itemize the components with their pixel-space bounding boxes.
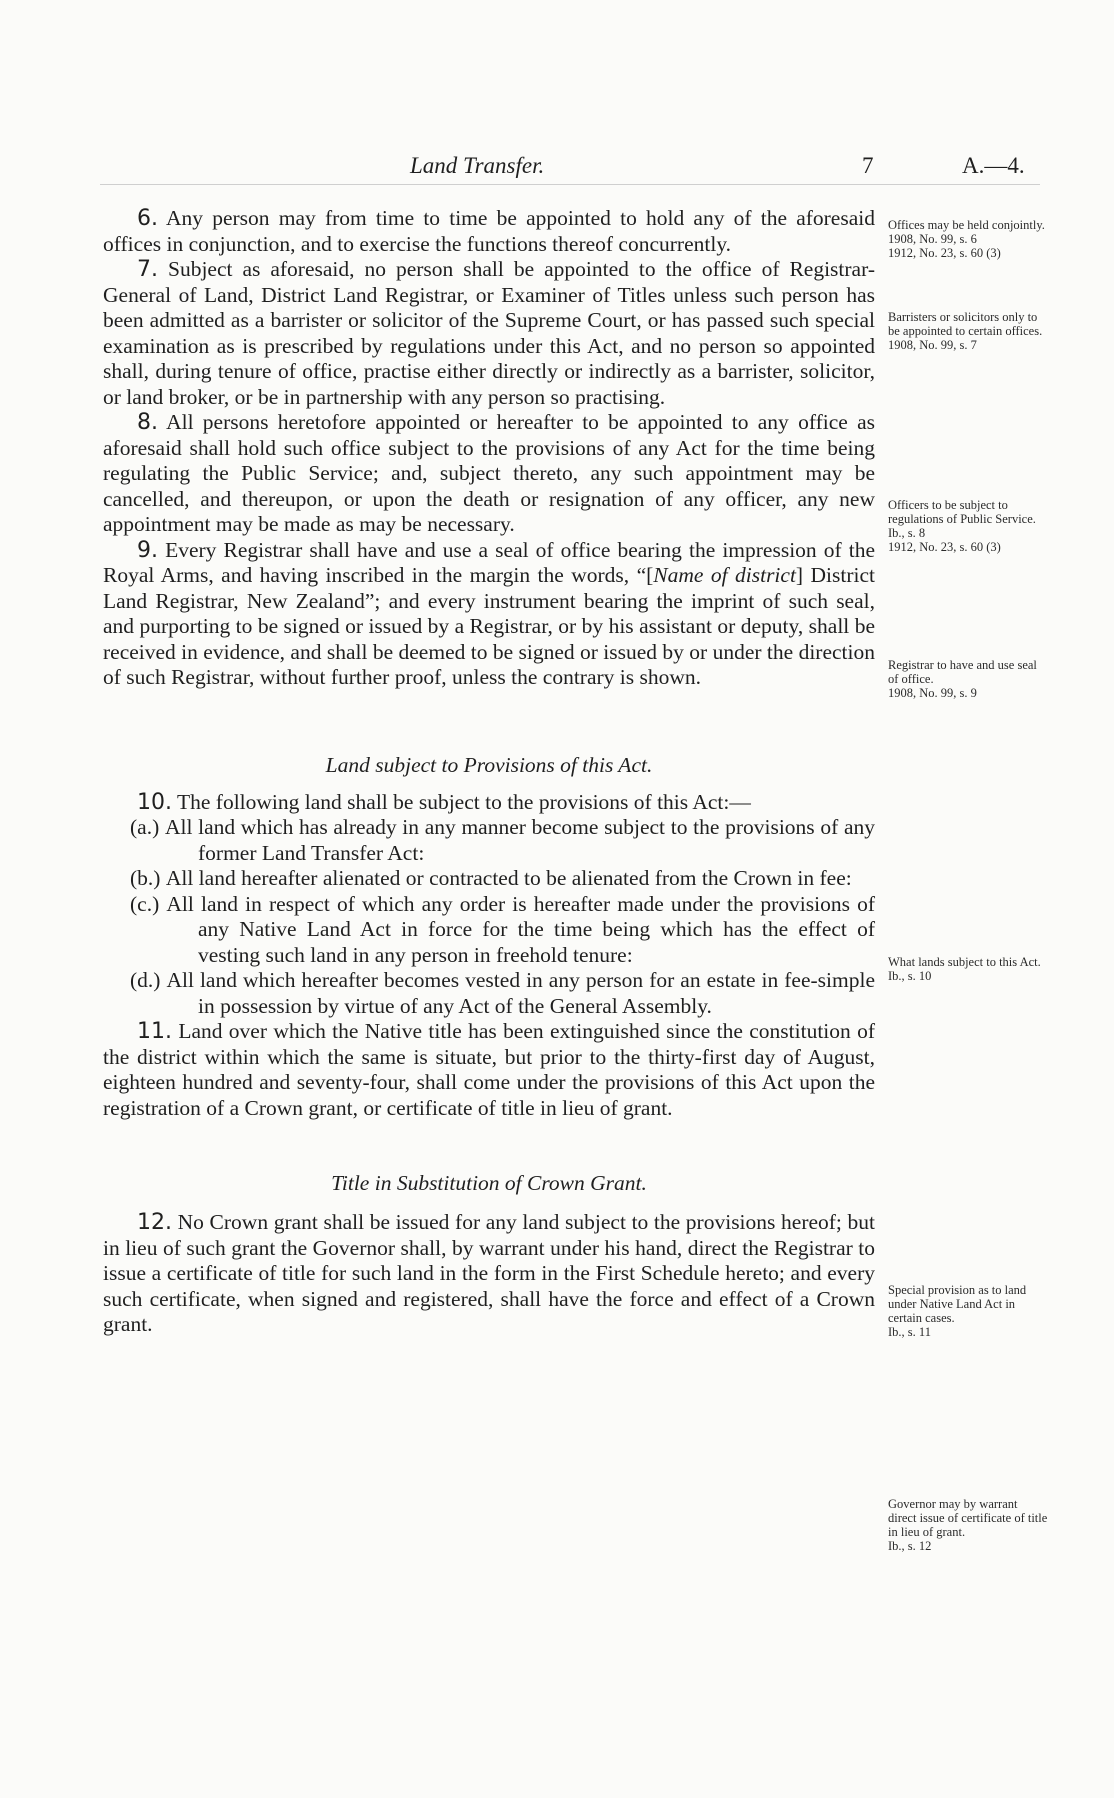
section-text: Subject as aforesaid, no person shall be appointed to the office of Registrar-General of Land, District Land Registrar, or Examiner of Titles unless such person has been admitted as a barrister or solicitor of the Supreme Court, or has passed such special examination as is prescribed by regulations under this Act, and no person so appointed shall, during tenure of office, practise either directly or indirectly as a barrister, solicitor, or land broker, or be in partnership with any person so practising. [103,257,875,409]
section-8 [103,410,875,538]
section-number: 10. [137,789,172,815]
section-text: All persons heretofore appointed or hereafter to be appointed to any office as aforesaid shall hold such office subject to the provisions of any Act for the time being regulating the Public Service; and, subject thereto, any such appointment may be cancelled, and thereupon, or upon the death or resignation of any officer, any new appointment may be made as may be necessary. [103,410,875,536]
section-text: Any person may from time to time be appointed to hold any of the aforesaid offices in conjunction, and to exercise the functions thereof concurrently. [103,206,875,256]
margin-note-title: Registrar to have and use seal of office. [888,658,1037,686]
section-number: 11. [137,1019,172,1044]
item-label: (c.) [130,891,160,916]
section-11 [103,1019,875,1121]
margin-note-title: Barristers or solicitors only to be appointed to certain offices. [888,310,1043,338]
heading-title-substitution: Title in Substitution of Crown Grant. [331,1171,647,1195]
margin-note-title: Special provision as to land under Native Land Act in certain cases. [888,1283,1027,1325]
margin-note-ref: Ib., s. 12 [888,1539,932,1553]
margin-note-title: Officers to be subject to regulations of Public Service. [888,498,1036,526]
document-reference: A.—4. [962,153,1025,178]
margin-note-ref: Ib., s. 8 [888,526,926,540]
section-text: ] District Land Registrar, New Zealand”; and every instrument bearing the imprint of such seal, and purporting to be signed or issued by a Registrar, or by his assistant or deputy, shall be received in evidence, and shall be deemed to be signed or issued by or under the direction of such Registrar, without further proof, unless the contrary is shown. [103,563,875,689]
section-number: 7. [137,257,158,282]
list-item [103,866,875,892]
section-number: 8. [137,410,158,435]
margin-note-title: What lands subject to this Act. [888,955,1041,969]
section-text: Every Registrar shall have and use a seal of office bearing the impression of the Royal Arms, and having inscribed in the margin the words, “[ [103,537,875,587]
item-text: All land hereafter alienated or contracted to be alienated from the Crown in fee: [165,866,852,890]
list-item [103,892,875,969]
list-item [103,815,875,866]
section-text: Land over which the Native title has been extinguished since the constitution of the district within which the same is situate, but prior to the thirty-first day of August, eighteen hundred and seventy-four, shall come under the provisions of this Act upon the registration of a Crown grant, or certificate of title in lieu of grant. [103,1019,875,1120]
margin-note-ref: Ib., s. 10 [888,969,932,983]
heading-land-subject: Land subject to Provisions of this Act. [325,752,653,777]
item-label: (a.) [130,815,160,839]
main-text [103,206,875,1338]
margin-note-ref: Ib., s. 11 [888,1325,931,1339]
margin-note-7 [888,310,1048,352]
margin-note-ref: 1908, No. 99, s. 6 [888,232,977,246]
section-text: No Crown grant shall be issued for any land subject to the provisions hereof; but in lieu of such grant the Governor shall, by warrant under his hand, direct the Registrar to issue a certificate of title for such land in the form in the First Schedule hereto; and every such certificate, when signed and registered, shall have the force and effect of a Crown grant. [103,1210,876,1336]
margin-note-ref: 1912, No. 23, s. 60 (3) [888,246,1001,260]
item-text: All land which hereafter becomes vested in any person for an estate in fee-simple in possession by virtue of any Act of the General Assembly. [166,968,875,1018]
section-10 [103,790,875,816]
section-text: The following land shall be subject to the provisions of this Act:— [177,789,751,814]
section-6 [103,206,875,257]
item-text: All land in respect of which any order is hereafter made under the provisions of any Native Land Act in force for the time being which has the effect of vesting such land in any person in freehold tenure: [166,891,875,967]
margin-note-ref: 1908, No. 99, s. 9 [888,686,977,700]
margin-note-12 [888,1497,1048,1553]
item-text: All land which has already in any manner become subject to the provisions of any former Land Transfer Act: [164,815,875,865]
running-title: Land Transfer. [410,153,545,178]
item-label: (b.) [130,866,161,890]
section-number: 12. [137,1210,172,1235]
margin-note-ref: 1908, No. 99, s. 7 [888,338,977,352]
item-label: (d.) [130,968,161,992]
margin-note-title: Governor may by warrant direct issue of certificate of title in lieu of grant. [888,1497,1048,1539]
page-number: 7 [862,153,874,178]
margin-note-8 [888,498,1048,554]
margin-note-6 [888,218,1048,260]
list-item [103,968,875,1019]
header-rule [100,184,1040,185]
section-12 [103,1210,875,1338]
margin-note-title: Offices may be held conjointly. [888,218,1045,232]
section-number: 6. [137,206,158,231]
section-text-italic: Name of district [653,563,796,587]
section-number: 9. [137,537,158,563]
section-7 [103,257,875,410]
margin-note-11 [888,1283,1048,1339]
margin-note-ref: 1912, No. 23, s. 60 (3) [888,540,1001,554]
margin-note-9 [888,658,1048,700]
section-9 [103,538,875,691]
margin-note-10 [888,955,1048,983]
